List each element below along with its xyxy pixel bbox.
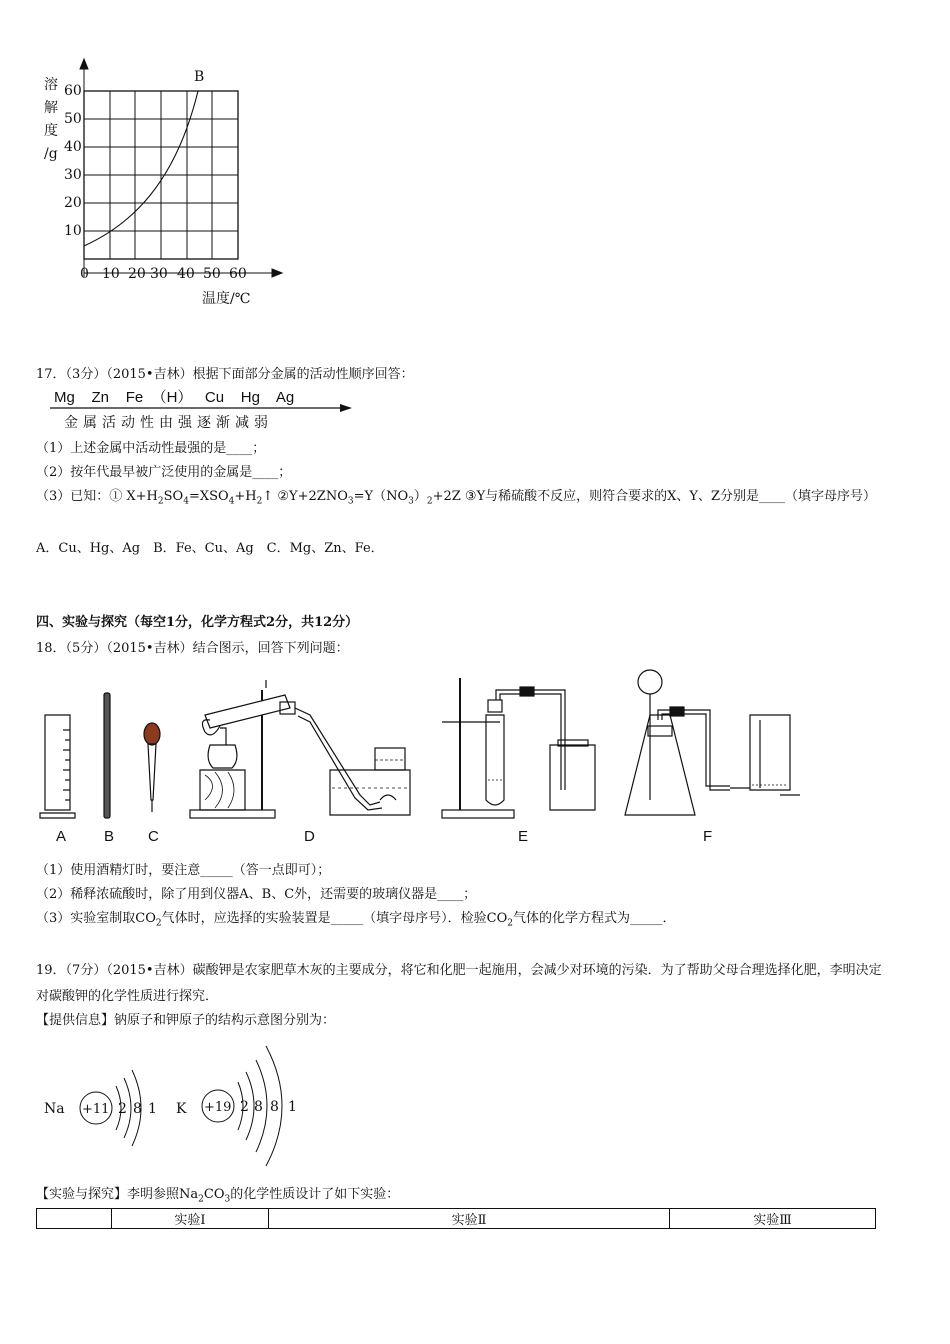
dropper <box>144 723 160 812</box>
na-shell-electrons: 2 <box>118 1101 127 1117</box>
table-header-cell: 实验Ⅱ <box>269 1209 670 1229</box>
ylabel-char: 溶 <box>44 77 58 93</box>
y-tick-label: 10 <box>64 223 82 239</box>
q18-header: 18．（5分）（2015•吉林）结合图示，回答下列问题： <box>36 641 349 656</box>
test-tube-apparatus <box>442 678 595 818</box>
apparatus-label-f: F <box>703 828 713 845</box>
x-tick-label: 20 <box>128 266 146 282</box>
table-header-cell: 实验Ⅲ <box>670 1209 876 1229</box>
q17-sub2: （2）按年代最早被广泛使用的金属是____； <box>36 465 292 480</box>
y-tick-label: 20 <box>64 195 82 211</box>
atom-structure-diagrams <box>40 1028 320 1178</box>
k-shell-electrons: 2 <box>240 1099 249 1115</box>
q17-options: A．Cu、Hg、Ag B．Fe、Cu、Ag C．Mg、Zn、Fe． <box>36 541 384 556</box>
q19-explore: 【实验与探究】李明参照$Na_2CO_3$的化学性质设计了如下实验： <box>36 1187 400 1205</box>
metal-symbol: Fe <box>125 389 144 406</box>
x-tick-label: 30 <box>150 266 168 282</box>
heating-apparatus <box>190 680 410 818</box>
ylabel-char: /g <box>44 146 58 162</box>
x-axis-arrow <box>272 269 282 277</box>
q18-sub2: （2）稀释浓硫酸时，除了用到仪器A、B、C外，还需要的玻璃仪器是____； <box>36 887 477 902</box>
apparatus-figure <box>30 660 820 830</box>
apparatus-label-c: C <box>148 828 159 845</box>
x-tick-label: 60 <box>229 266 247 282</box>
x-axis-label: 温度/℃ <box>202 291 251 307</box>
activity-caption: 金属活动性由强逐渐减弱 <box>64 415 273 431</box>
q19-paragraph: 19．（7分）（2015•吉林）碳酸钾是农家肥草木灰的主要成分，将它和化肥一起施用，会减少对环境的污染．为了帮助父母合理选择化肥，李明决定对碳酸钾的化学性质进行探究． <box>36 963 882 1004</box>
x-tick-label: 10 <box>102 266 120 282</box>
ylabel-char: 度 <box>44 123 58 139</box>
y-tick-label: 30 <box>64 167 82 183</box>
metal-symbol: Hg <box>240 389 260 406</box>
y-axis-arrow <box>80 59 88 69</box>
x-tick-label: 0 <box>80 266 89 282</box>
k-shell-electrons: 1 <box>288 1099 297 1115</box>
na-shell-electrons: 8 <box>133 1101 142 1117</box>
solubility-graph <box>30 55 290 315</box>
metal-symbol: Ag <box>275 389 295 406</box>
metal-symbol: Mg <box>54 389 75 406</box>
k-symbol: K <box>176 1101 187 1117</box>
k-nucleus-charge: +19 <box>204 1100 232 1115</box>
curve-b-label: B <box>194 69 205 85</box>
na-shell-electrons: 1 <box>148 1101 157 1117</box>
apparatus-label-a: A <box>56 828 67 845</box>
q18-sub3: （3）实验室制取$CO_2$气体时，应选择的实验装置是_____（填字母序号）．检验$CO_2$气体的化学方程式为_____． <box>36 911 676 929</box>
na-nucleus-charge: +11 <box>82 1102 110 1117</box>
apparatus-label-b: B <box>104 828 115 845</box>
q17-sub1: （1）上述金属中活动性最强的是____； <box>36 441 266 456</box>
q19-info: 【提供信息】钠原子和钾原子的结构示意图分别为： <box>36 1013 336 1028</box>
k-shell-electrons: 8 <box>270 1099 279 1115</box>
flask-apparatus <box>625 670 800 815</box>
x-tick-label: 40 <box>177 266 195 282</box>
apparatus-label-e: E <box>518 828 529 845</box>
x-tick-label: 50 <box>203 266 221 282</box>
metal-symbol: Cu <box>204 389 225 406</box>
glass-rod <box>104 693 110 818</box>
apparatus-label-d: D <box>304 828 315 845</box>
experiment-table <box>36 1208 876 1229</box>
na-symbol: Na <box>44 1101 65 1117</box>
metal-symbol: Zn <box>91 389 110 406</box>
graduated-cylinder <box>40 715 75 818</box>
q17-sub3: （3）已知：① $X+H_2SO_4=XSO_4+H_2↑$ $②Y+2ZNO_3=Y(NO_3)_2+2Z$ ③Y与稀硫酸不反应，则符合要求的X、Y、Z分别是____（填字母序号） <box>36 489 877 507</box>
table-header-cell: 实验Ⅰ <box>112 1209 269 1229</box>
metal-activity-series <box>50 384 360 430</box>
metal-symbol: （H） <box>151 389 193 406</box>
y-tick-label: 50 <box>64 111 82 127</box>
q18-sub1: （1）使用酒精灯时，要注意_____（答一点即可）； <box>36 863 331 878</box>
activity-arrow <box>50 404 354 412</box>
ylabel-char: 解 <box>44 100 58 116</box>
curve-b <box>84 91 198 246</box>
table-header-cell <box>37 1209 112 1229</box>
q17-header: 17．（3分）（2015•吉林）根据下面部分金属的活动性顺序回答： <box>36 367 414 382</box>
y-tick-label: 40 <box>64 139 82 155</box>
table-row <box>37 1209 876 1229</box>
y-tick-label: 60 <box>64 83 82 99</box>
k-shell-electrons: 8 <box>254 1099 263 1115</box>
section4-heading: 四、实验与探究（每空1分，化学方程式2分，共12分） <box>36 615 359 630</box>
